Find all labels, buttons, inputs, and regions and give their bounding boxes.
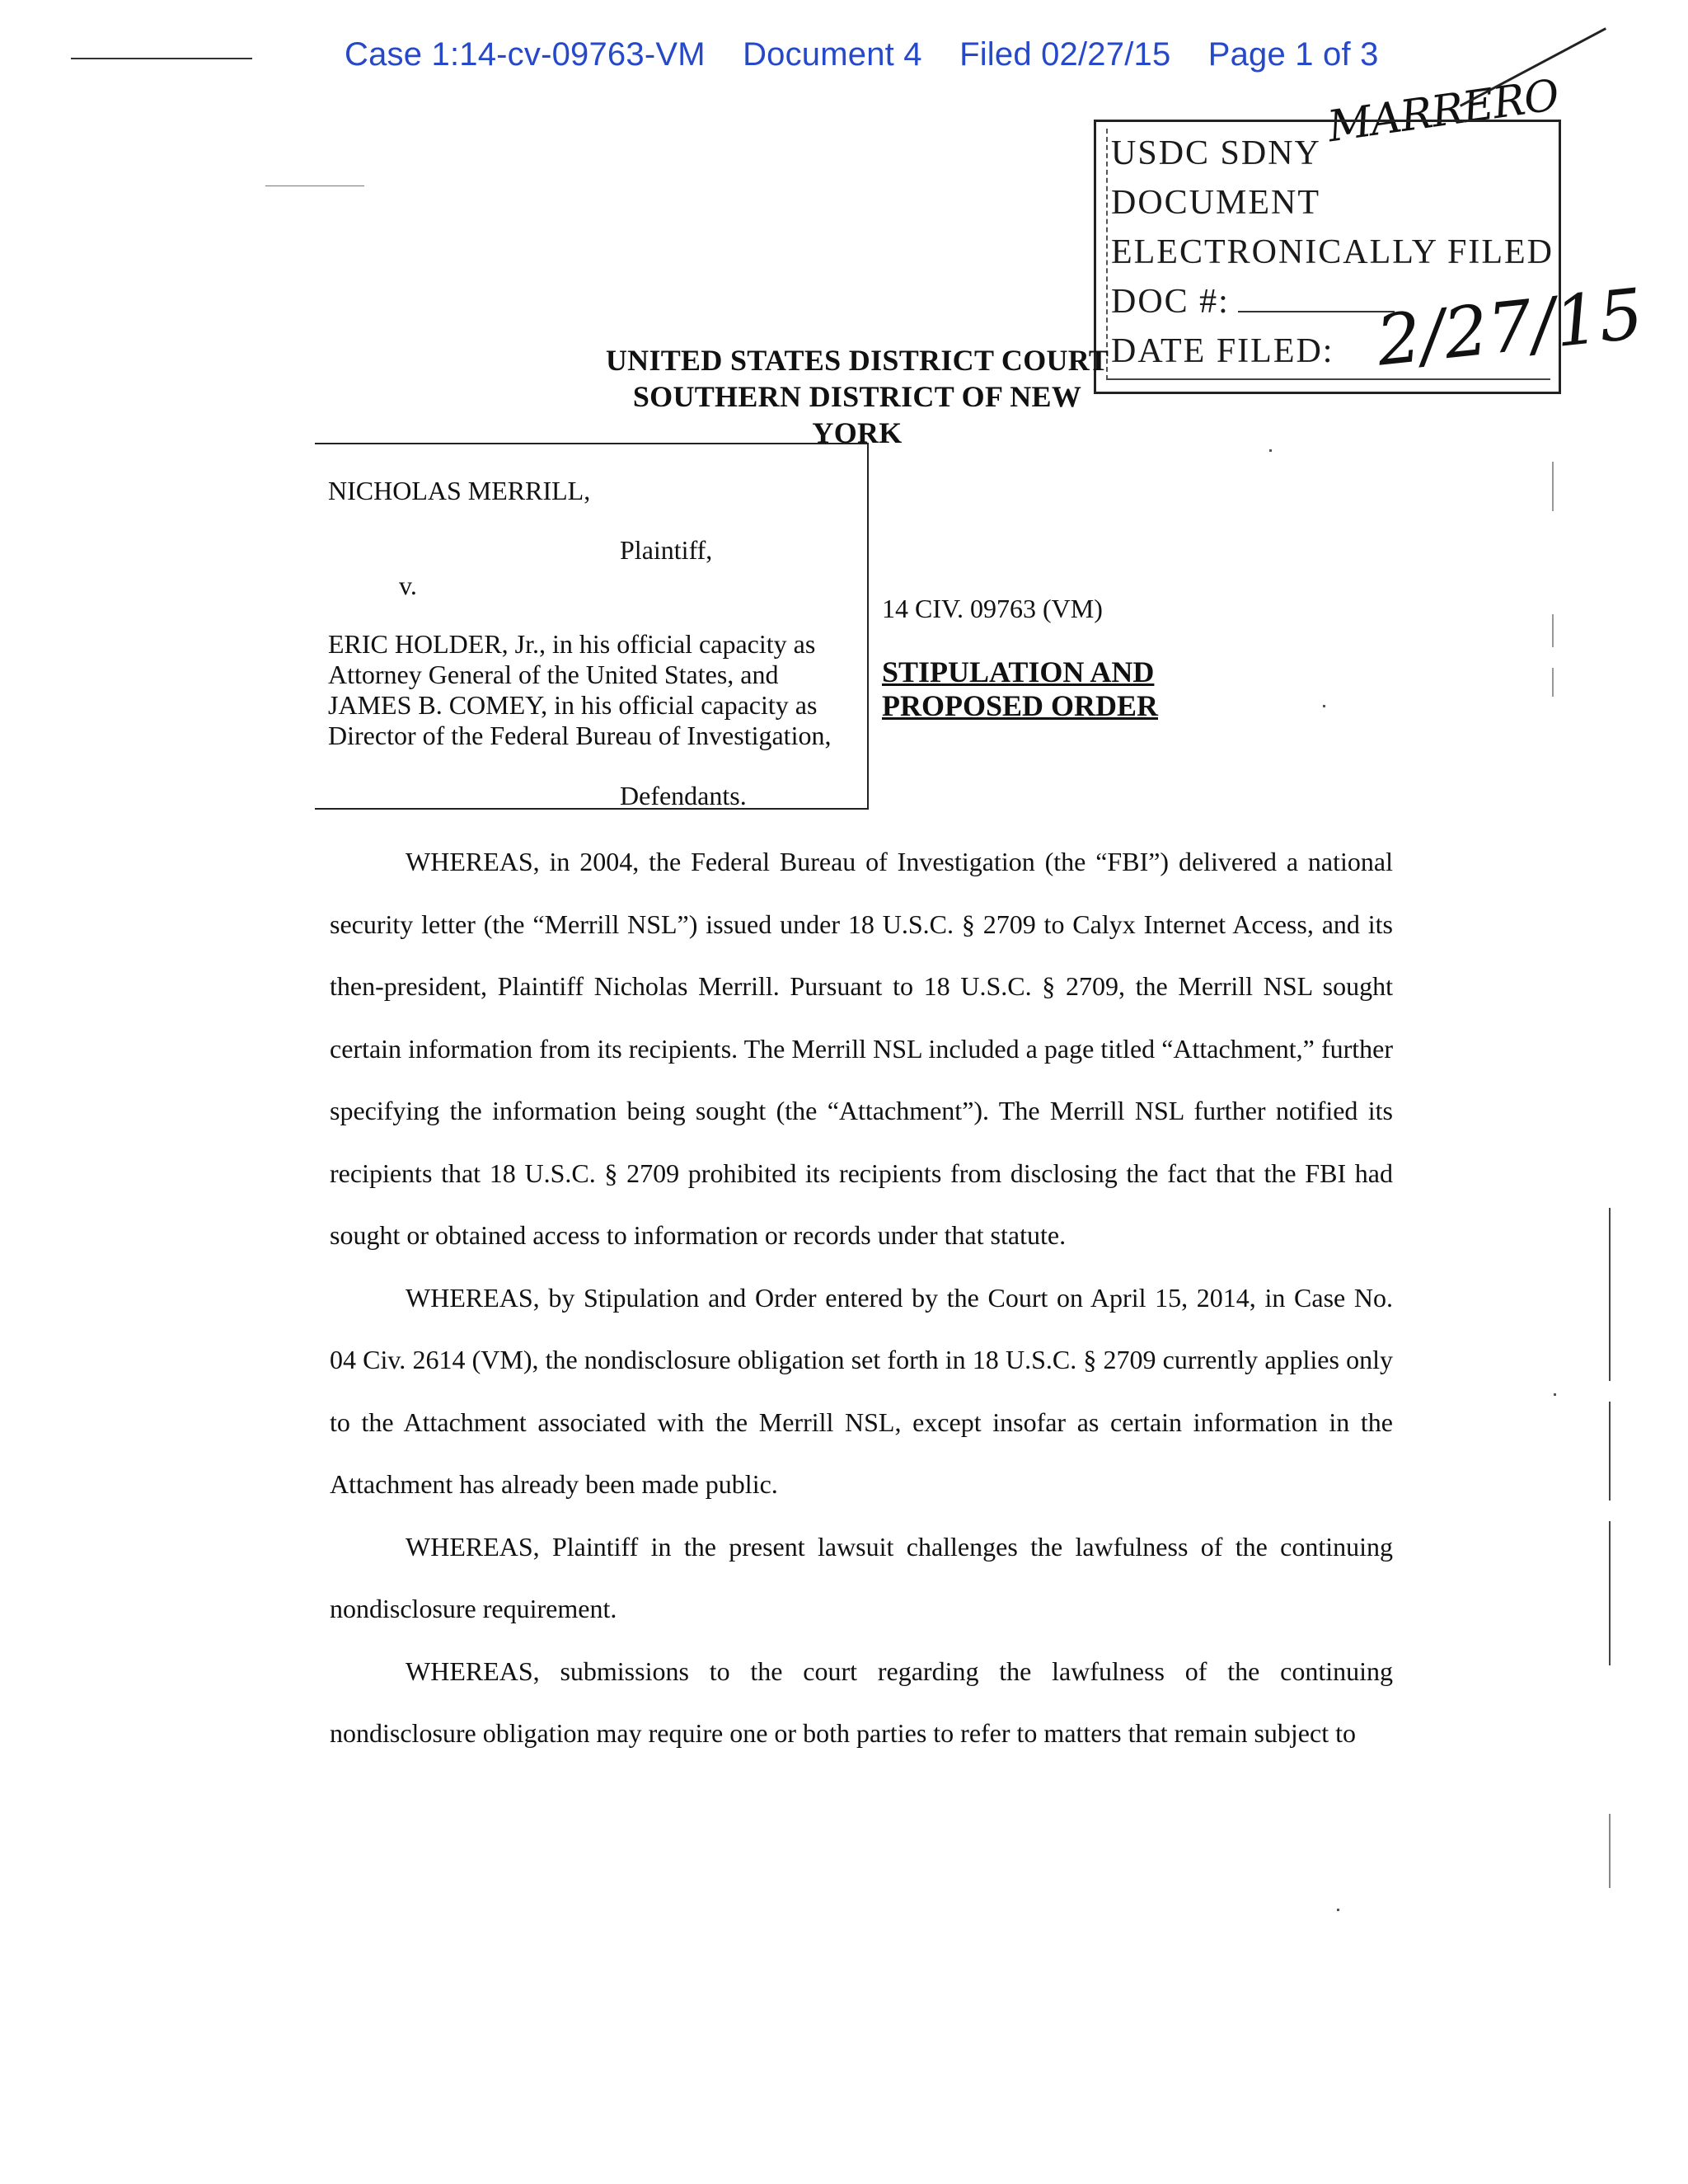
scan-margin-line (1609, 1402, 1611, 1501)
scan-rule (71, 58, 252, 59)
stamp-document: DOCUMENT (1111, 184, 1320, 222)
case-caption-box (315, 443, 869, 810)
plaintiff-role: Plaintiff, (620, 535, 713, 565)
stamp-date-handwritten: 2/27/15 (1372, 273, 1648, 382)
stamp-doc-number-row (1111, 282, 1395, 322)
document-title-line: PROPOSED ORDER (882, 689, 1159, 722)
versus: v. (399, 571, 417, 600)
scan-margin-line (1609, 1521, 1611, 1665)
stamp-doc-number-label: DOC #: (1111, 283, 1230, 321)
plaintiff-name: NICHOLAS MERRILL, (328, 476, 591, 505)
defendant-line: ERIC HOLDER, Jr., in his official capacity as (328, 629, 816, 659)
scan-dot (1337, 1909, 1339, 1911)
court-name: UNITED STATES DISTRICT COURT (605, 344, 1109, 377)
whereas-paragraph: WHEREAS, by Stipulation and Order entered by the Court on April 15, 2014, in Case No. 04 Civ. 2614 (VM), the nondisclosure obligation set forth in 18 U.S.C. § 2709 currently applies only to the Attachment associated with the Merrill NSL, except insofar as certain information in the Attachment has already been made public. (330, 1282, 1393, 1499)
court-heading (593, 342, 1121, 451)
defendant-line: JAMES B. COMEY, in his official capacity as (328, 690, 818, 720)
scan-margin-mark (1552, 614, 1554, 647)
stamp-blank (1238, 311, 1395, 312)
scan-margin-line (1609, 1208, 1611, 1381)
defendant-line: Director of the Federal Bureau of Investigation, (328, 721, 832, 750)
document-title-line: STIPULATION AND (882, 655, 1155, 688)
judge-signature: MARRERO (1325, 70, 1562, 153)
body-text (330, 831, 1393, 1765)
defendants-role: Defendants. (620, 781, 747, 810)
stamp-court: USDC SDNY (1111, 134, 1321, 172)
whereas-paragraph: WHEREAS, in 2004, the Federal Bureau of Investigation (the “FBI”) delivered a national security letter (the “Merrill NSL”) issued under 18 U.S.C. § 2709 to Calyx Internet Access, and its then-president, Plaintiff Nicholas Merrill. Pursuant to 18 U.S.C. § 2709, the Merrill NSL sought certain information from its recipients. The Merrill NSL included a page titled “Attachment,” further specifying the information being sought (the “Attachment”). The Merrill NSL further notified its recipients that 18 U.S.C. § 2709 prohibited its recipients from disclosing the fact that the FBI had sought or obtained access to information or records under that statute. (330, 847, 1393, 1250)
filing-stamp (1094, 120, 1648, 394)
scan-margin-mark (1552, 668, 1554, 697)
scan-margin-mark (1552, 462, 1554, 511)
ecf-header (345, 36, 1379, 73)
scan-dot (1323, 705, 1325, 707)
whereas-paragraph: WHEREAS, Plaintiff in the present lawsuit challenges the lawfulness of the continuing nondisclosure requirement. (330, 1531, 1393, 1623)
ecf-document-number: Document 4 (743, 36, 922, 73)
defendant-line: Attorney General of the United States, and (328, 660, 779, 689)
case-number: 14 CIV. 09763 (VM) (882, 594, 1103, 623)
document-title (882, 655, 1158, 723)
ecf-filed-date: Filed 02/27/15 (959, 36, 1171, 73)
stamp-date-filed-label: DATE FILED: (1111, 332, 1334, 370)
court-district: SOUTHERN DISTRICT OF NEW YORK (632, 380, 1082, 449)
stamp-electronically-filed: ELECTRONICALLY FILED (1111, 233, 1554, 271)
scan-dot (1554, 1393, 1556, 1396)
whereas-paragraph: WHEREAS, submissions to the court regarding the lawfulness of the continuing nondisclosure obligation may require one or both parties to refer to matters that remain subject to (330, 1656, 1393, 1748)
ecf-page-count: Page 1 of 3 (1207, 36, 1379, 73)
ecf-case-number: Case 1:14-cv-09763-VM (345, 36, 706, 73)
scan-margin-line (1609, 1814, 1611, 1888)
scan-dot (1269, 449, 1272, 452)
